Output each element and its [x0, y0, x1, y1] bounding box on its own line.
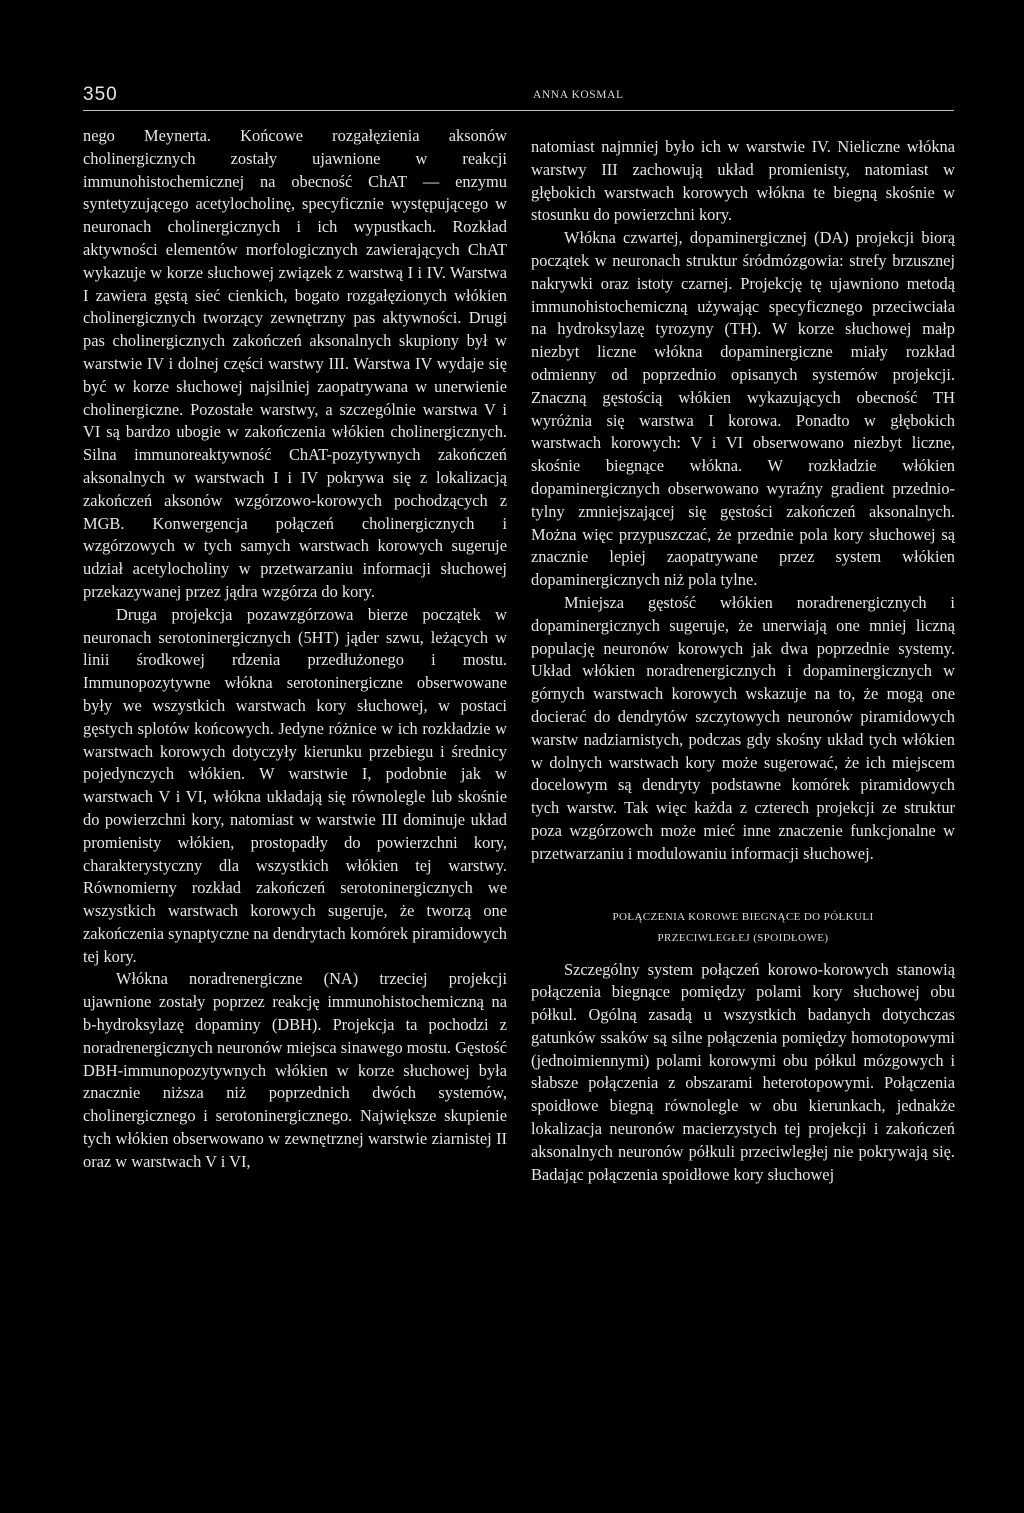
section-heading — [531, 907, 955, 949]
body-paragraph: natomiast najmniej było ich w warstwie IV. Nieliczne włókna warstwy III zachowują układ promienisty, natomiast w głębokich warstwach korowych włókna te biegną skośnie w stosunku do powierzchni kory. — [531, 137, 955, 225]
right-column — [531, 136, 955, 1186]
section-heading-line: POŁĄCZENIA KOROWE BIEGNĄCE DO PÓŁKULI — [612, 910, 874, 923]
body-paragraph: Szczególny system połączeń korowo-korowych stanowią połączenia biegnące pomiędzy polami kory słuchowej obu półkul. Ogólną zasadą u wszystkich badanych dotychczas gatunków ssaków są silne połączenia pomiędzy homotopowymi (jednoimiennymi) polami korowymi obu półkul mózgowych i słabsze połączenia z obszarami heterotopowymi. Połączenia spoidłowe biegną równolegle w obu kierunkach, jednakże lokalizacja neuronów macierzystych tej projekcji i zakończeń aksonalnych neuronów półkuli przeciwległej nie pokrywają się. Badając połączenia spoidłowe kory słuchowej — [531, 959, 955, 1184]
body-paragraph: Włókna czwartej, dopaminergicznej (DA) projekcji biorą początek w neuronach struktur śródmózgowia: strefy brzusznej nakrywki oraz istoty czarnej. Projekcję tę ujawniono metodą immunohistochemiczną używając specyficznego przeciwciała na hydroksylazę tyrozyny (TH). W korze słuchowej małp niezbyt liczne włókna dopaminergiczne miały rozkład odmienny od poprzednio opisanych systemów projekcji. Znaczną gęstością włókien wykazujących obecność TH wyróżnia się warstwa I korowa. Ponadto w głębokich warstwach korowych: V i VI obserwowano niezbyt liczne, skośnie biegnące włókna. W rozkładzie włókien dopaminergicznych obserwowano wyraźny gradient przednio-tylny zmniejszającej się gęstości zakończeń aksonalnych. Można więc przypuszczać, że przednie pola kory słuchowej są znacznie lepiej zaopatrywane przez system włókien dopaminergicznych niż pola tylne. — [531, 228, 955, 590]
section-heading-line: PRZECIWLEGŁEJ (SPOIDŁOWE) — [657, 931, 829, 944]
left-column — [83, 125, 507, 1174]
body-paragraph: Druga projekcja pozawzgórzowa bierze początek w neuronach serotoninergicznych (5HT) jąder szwu, leżących w linii środkowej rdzenia przedłużonego i mostu. Immunopozytywne włókna serotoninergiczne obserwowane były we wszystkich warstwach kory słuchowej, w postaci gęstych splotów końcowych. Jedyne różnice w ich rozkładzie w warstwach korowych dotyczyły kierunku przebiegu i średnicy pojedynczych włókien. W warstwie I, podobnie jak w warstwach V i VI, włókna układają się równolegle lub skośnie do powierzchni kory, natomiast w warstwie III dominuje układ promienisty włókien, prostopadły do powierzchni kory, charakterystyczny dla wszystkich włókien tej warstwy. Równomierny rozkład zakończeń serotoninergicznych we wszystkich warstwach korowych sugeruje, że tworzą one zakończenia synaptyczne na dendrytach komórek piramidowych tej kory. — [83, 604, 507, 966]
body-paragraph: nego Meynerta. Końcowe rozgałęzienia aksonów cholinergicznych zostały ujawnione w reakcji immunohistochemicznej na obecność ChAT — enzymu syntetyzującego acetylocholinę, specyficznie występującego w neuronach cholinergicznych i ich wypustkach. Rozkład aktywności elementów morfologicznych zawierających ChAT wykazuje w korze słuchowej związek z warstwą I i IV. Warstwa I zawiera gęstą sieć cienkich, bogato rozgałęzionych włókien cholinergicznych tworzący zewnętrzny pas aktywności. Drugi pas cholinergicznych zakończeń aksonalnych skupiony był w warstwie IV i dolnej części warstwy III. Warstwa IV wydaje się być w korze słuchowej najsilniej zaopatrywana w unerwienie cholinergiczne. Pozostałe warstwy, a szczególnie warstwa V i VI są bardzo ubogie w zakończenia włókien cholinergicznych. Silna immunoreaktywność ChAT-pozytywnych zakończeń aksonalnych w warstwach I i IV pokrywa się z lokalizacją zakończeń aksonów wzgórzowo-korowych pochodzących z MGB. Konwergencja połączeń cholinergicznych i wzgórzowych w tych samych warstwach korowych sugeruje udział acetylocholiny w przetwarzaniu informacji słuchowej przekazywanej przez jądra wzgórza do kory. — [83, 126, 507, 601]
page-header — [83, 84, 954, 111]
page-number: 350 — [83, 84, 118, 105]
body-paragraph: Włókna noradrenergiczne (NA) trzeciej projekcji ujawnione zostały poprzez reakcję immunohistochemiczną na b-hydroksylazę dopaminy (DBH). Projekcja ta pochodzi z noradrenergicznych neuronów miejsca sinawego mostu. Gęstość DBH-immunopozytywnych włókien w korze słuchowej była znacznie niższa niż poprzednich dwóch systemów, cholinergicznego i serotoninergicznego. Największe skupienie tych włókien obserwowano w zewnętrznej warstwie ziarnistej II oraz w warstwach V i VI, — [83, 969, 507, 1171]
body-paragraph: Mniejsza gęstość włókien noradrenergicznych i dopaminergicznych sugeruje, że unerwiają one mniej liczną populację neuronów korowych jak dwa poprzednie systemy. Układ włókien noradrenergicznych i dopaminergicznych w górnych warstwach korowych wskazuje na to, że mogą one docierać do dendrytów szczytowych neuronów piramidowych warstw nadziarnistych, podczas gdy skośny układ tych włókien w dolnych warstwach kory może sugerować, że ich miejscem docelowym są dendryty podstawne komórek piramidowych tych warstw. Tak więc każda z czterech projekcji ze struktur poza wzgórzowch może mieć inne znaczenie funkcjonalne w przetwarzaniu i modulowaniu informacji słuchowej. — [531, 592, 955, 863]
running-head: ANNA KOSMAL — [533, 89, 624, 101]
